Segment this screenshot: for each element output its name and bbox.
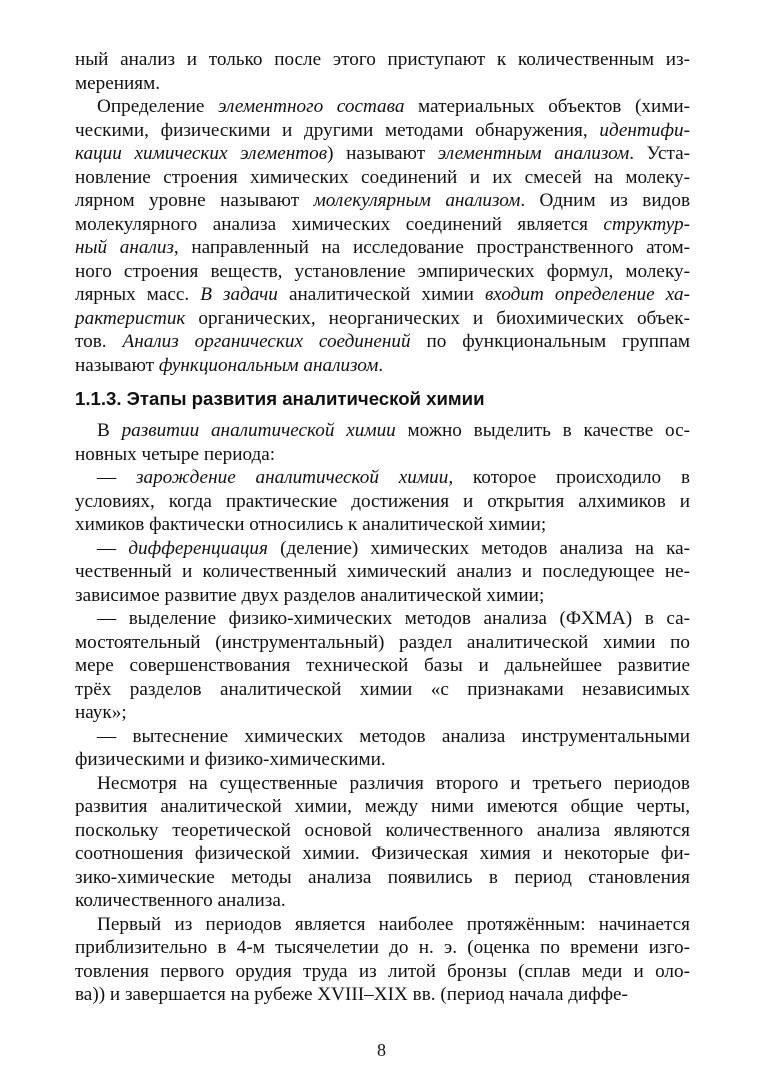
text-line	[75, 443, 690, 467]
text-segment: называют	[75, 354, 159, 376]
text-segment: ный анализ и только после этого приступают к количественным из-	[75, 49, 690, 70]
text-line	[75, 213, 690, 237]
italic-term: В задачи	[200, 284, 278, 305]
text-line	[75, 307, 690, 331]
text-segment: зависимое развитие двух разделов аналитической химии;	[75, 584, 545, 606]
text-segment: трёх разделов аналитической химии «с признаками независимых	[75, 678, 690, 700]
text-line	[75, 960, 690, 984]
text-block-intro	[75, 48, 690, 377]
text-segment: — вытеснение химических методов анализа инструментальными	[97, 725, 690, 747]
text-segment: Несмотря на существенные различия второго и третьего периодов	[97, 772, 690, 794]
text-segment: чественный и количественный химический анализ и последующее не-	[75, 561, 690, 582]
text-segment: наук»;	[75, 702, 127, 723]
text-line	[75, 490, 690, 514]
italic-term: молекулярным анализом	[313, 190, 521, 211]
text-line	[75, 889, 690, 913]
text-segment: количественного анализа.	[75, 890, 286, 911]
text-line	[75, 166, 690, 190]
text-segment: Первый из периодов является наиболее протяжённым: начинается	[97, 913, 690, 935]
text-line	[75, 537, 690, 561]
text-line	[75, 678, 690, 702]
italic-term: Анализ органических соединений	[122, 331, 411, 352]
italic-term: элементным анализом	[437, 143, 630, 164]
text-segment: ва)) и завершается на рубеже XVIII–XIX вв. (период начала диффе-	[75, 984, 628, 1005]
italic-term: дифференциация	[128, 537, 268, 559]
italic-term: кации химических элементов	[75, 143, 328, 164]
paragraph-p3	[75, 466, 690, 537]
text-line	[75, 654, 690, 678]
text-line	[75, 866, 690, 890]
text-segment: лярном уровне называют	[75, 190, 314, 211]
text-segment: можно выделить в качестве ос-	[395, 420, 690, 441]
text-segment: . Уста-	[629, 143, 690, 164]
paragraph-p8	[75, 913, 690, 1007]
paragraph-p0	[75, 48, 690, 95]
text-segment: Определение	[97, 96, 219, 117]
paragraph-p4	[75, 537, 690, 608]
italic-term: ный анализ	[75, 237, 174, 258]
text-segment: соотношения физической химии. Физическая химия и некоторые фи-	[75, 843, 690, 864]
text-line	[75, 983, 690, 1007]
text-segment: мере совершенствования технической базы и дальнейшее развитие	[75, 655, 690, 676]
text-segment: товления первого орудия труда из литой бронзы (сплав меди и оло-	[75, 960, 690, 982]
text-line	[75, 607, 690, 631]
italic-term: зарождение аналитической химии	[135, 467, 449, 488]
text-segment: лярных масс.	[75, 284, 201, 305]
text-line	[75, 795, 690, 819]
text-segment: новных четыре периода:	[75, 443, 276, 465]
italic-term: идентифи-	[599, 119, 690, 141]
paragraph-p7	[75, 772, 690, 913]
text-segment: (деление) химических методов анализа на ка-	[267, 537, 691, 559]
text-segment: физическими и физико-химическими.	[75, 749, 386, 770]
text-line	[75, 72, 690, 96]
paragraph-p6	[75, 725, 690, 772]
text-line	[75, 142, 690, 166]
italic-term: структур-	[603, 213, 690, 235]
text-segment: — выделение физико-химических методов анализа (ФХМА) в са-	[97, 608, 690, 629]
text-line	[75, 236, 690, 260]
text-line	[75, 701, 690, 725]
text-segment: тов.	[75, 331, 123, 352]
text-segment: зико-химические методы анализа появились в период становления	[75, 866, 690, 888]
paragraph-p5	[75, 607, 690, 725]
paragraph-p1	[75, 95, 690, 377]
text-line	[75, 513, 690, 537]
text-line	[75, 725, 690, 749]
text-segment: мостоятельный (инструментальный) раздел аналитической химии по	[75, 631, 690, 653]
text-segment: —	[97, 537, 129, 559]
text-segment: органических, неорганических и биохимических объек-	[185, 307, 690, 329]
paragraph-p2	[75, 419, 690, 466]
text-line	[75, 354, 690, 378]
text-segment: аналитической химии	[277, 284, 485, 305]
text-line	[75, 772, 690, 796]
italic-term: рактеристик	[75, 307, 186, 329]
text-segment: . Одним из видов	[520, 190, 691, 211]
text-segment: мерениям.	[75, 72, 161, 94]
text-segment: приблизительно в 4-м тысячелетии до н. э. (оценка по времени изго-	[75, 937, 690, 958]
text-segment: ческими, физическими и другими методами обнаружения,	[75, 119, 600, 141]
text-line	[75, 842, 690, 866]
document-page	[75, 48, 690, 1007]
italic-term: входит определение ха-	[484, 284, 690, 305]
text-segment: новление строения химических соединений и их смесей на молеку-	[75, 166, 690, 188]
text-line	[75, 283, 690, 307]
text-segment: материальных объектов (хими-	[404, 96, 691, 117]
text-segment: молекулярного анализа химических соединений является	[75, 213, 604, 235]
text-segment: .	[378, 354, 384, 376]
text-segment: химиков фактически относились к аналитической химии;	[75, 514, 547, 535]
text-line	[75, 584, 690, 608]
text-segment: условиях, когда практические достижения и открытия алхимиков и	[75, 490, 690, 512]
text-segment: поскольку теоретической основой количественного анализа являются	[75, 819, 690, 841]
text-line	[75, 913, 690, 937]
text-segment: —	[97, 467, 136, 488]
text-line	[75, 631, 690, 655]
text-line	[75, 419, 690, 443]
text-line	[75, 936, 690, 960]
text-line	[75, 330, 690, 354]
text-line	[75, 189, 690, 213]
text-segment: развития аналитической химии, между ними имеются общие черты,	[75, 796, 690, 817]
text-line	[75, 119, 690, 143]
text-segment: ного строения веществ, установление эмпирических формул, молеку-	[75, 260, 690, 282]
section-heading: 1.1.3. Этапы развития аналитической химии	[75, 388, 485, 409]
italic-term: элементного состава	[218, 96, 405, 117]
page-number: 8	[377, 1040, 386, 1060]
text-line	[75, 560, 690, 584]
text-segment: , которое происходило в	[448, 467, 691, 488]
text-block-section	[75, 419, 690, 1007]
text-line	[75, 819, 690, 843]
italic-term: функциональным анализом	[158, 354, 379, 376]
text-segment: ) называют	[327, 143, 438, 164]
text-line	[75, 95, 690, 119]
text-line	[75, 748, 690, 772]
text-segment: , направленный на исследование пространственного атом-	[173, 237, 690, 258]
text-line	[75, 260, 690, 284]
text-line	[75, 48, 690, 72]
text-segment: по функциональным группам	[410, 331, 690, 352]
italic-term: развитии аналитической химии	[121, 420, 396, 441]
text-segment: В	[97, 420, 122, 441]
text-line	[75, 466, 690, 490]
